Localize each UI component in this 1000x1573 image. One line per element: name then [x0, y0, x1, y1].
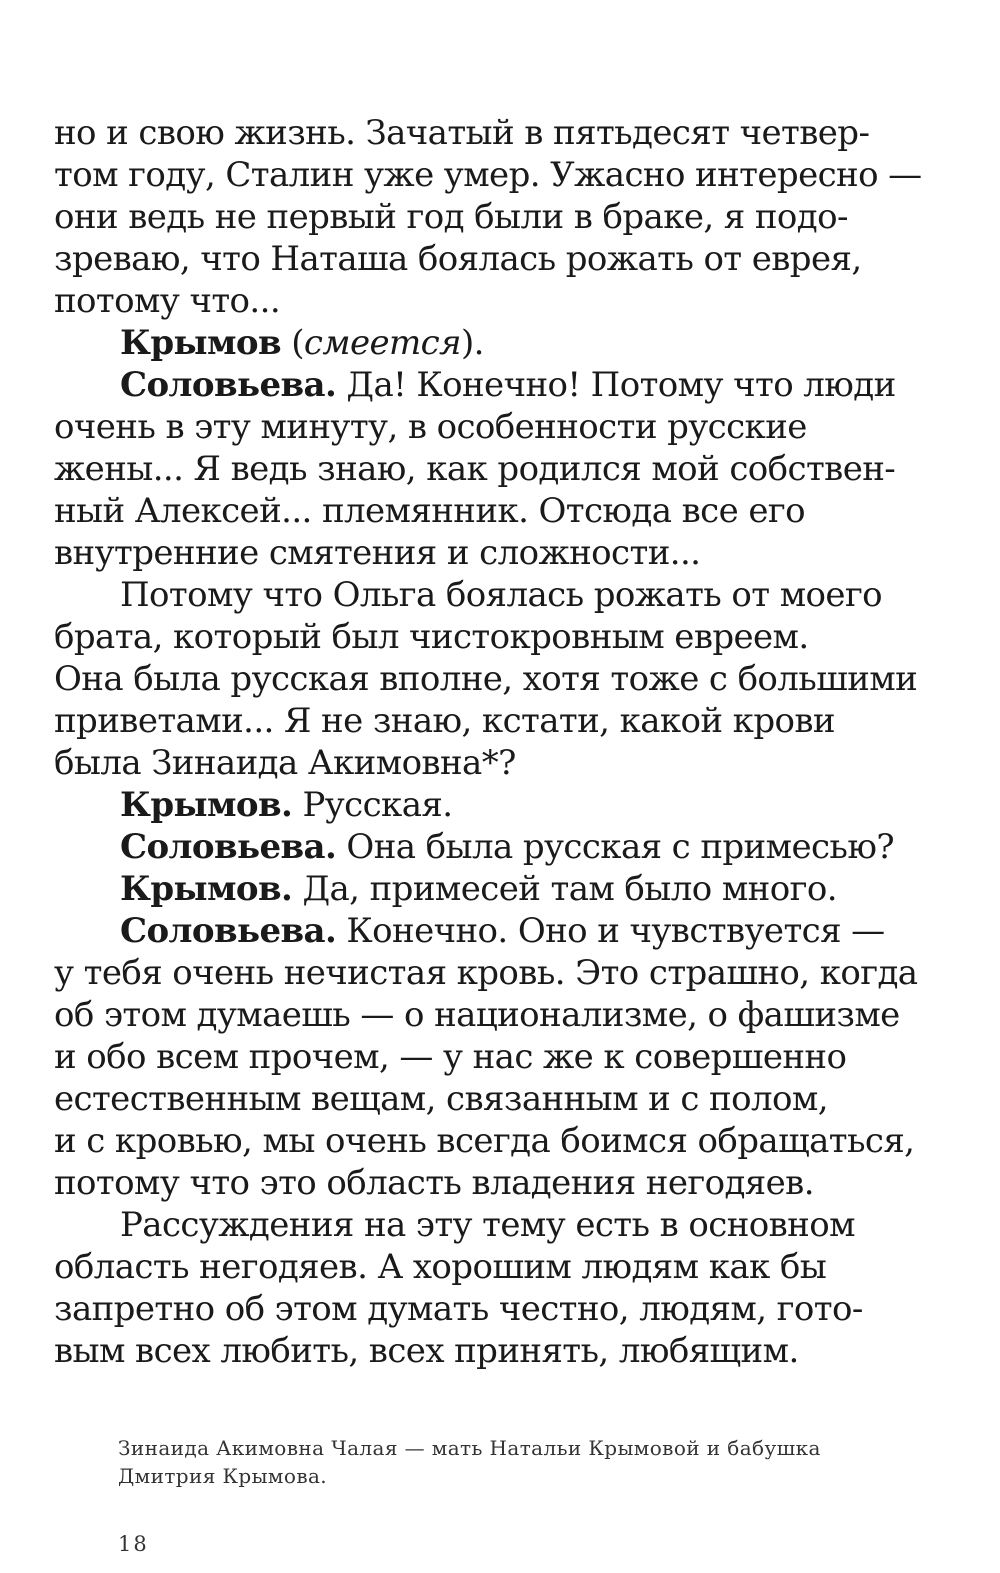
text-line: у тебя очень нечистая кровь. Это страшно, когда	[54, 953, 918, 993]
text-line: очень в эту минуту, в особенности русские	[54, 407, 807, 447]
text-line: брата, который был чистокровным евреем.	[54, 617, 809, 657]
dialogue-line	[54, 826, 894, 868]
main-text	[54, 112, 922, 1372]
text-line: внутренние смятения и сложности...	[54, 533, 701, 573]
dialogue-line	[54, 364, 896, 406]
dialogue-line	[54, 910, 884, 952]
dialogue-line	[54, 784, 884, 826]
speaker-name: Соловьева.	[120, 827, 337, 867]
text-line: об этом думаешь — о национализме, о фашизме	[54, 995, 900, 1035]
speaker-name: Соловьева.	[120, 911, 337, 951]
dialogue-text: Да, примесей там было много.	[292, 869, 837, 909]
text-line: запретно об этом думать честно, людям, гото-	[54, 1289, 863, 1329]
footnote	[118, 1434, 878, 1490]
speaker-name: Крымов	[120, 323, 282, 363]
text-line: Она была русская вполне, хотя тоже с большими	[54, 659, 918, 699]
text-line: и обо всем прочем, — у нас же к совершенно	[54, 1037, 847, 1077]
speaker-name: Крымов.	[120, 869, 293, 909]
dialogue-text: Да! Конечно! Потому что люди	[336, 365, 896, 405]
text-line: зреваю, что Наташа боялась рожать от еврея,	[54, 239, 862, 279]
text-line: Потому что Ольга боялась рожать от моего	[120, 575, 883, 615]
text-line: жены... Я ведь знаю, как родился мой собствен-	[54, 449, 896, 489]
page-number: 18	[118, 1532, 149, 1556]
text-line: вым всех любить, всех принять, любящим.	[54, 1331, 799, 1371]
dialogue-line	[54, 322, 884, 364]
text-line: они ведь не первый год были в браке, я подо-	[54, 197, 848, 237]
text-line: потому что это область владения негодяев.	[54, 1163, 814, 1203]
text-line: область негодяев. А хорошим людям как бы	[54, 1247, 827, 1287]
text-line: том году, Сталин уже умер. Ужасно интересно —	[54, 155, 922, 195]
text-line: естественным вещам, связанным и с полом,	[54, 1079, 828, 1119]
speaker-name: Крымов.	[120, 785, 293, 825]
text-line: потому что...	[54, 281, 281, 321]
footnote-line: Зинаида Акимовна Чалая — мать Натальи Крымовой и бабушка	[118, 1436, 821, 1460]
dialogue-line	[54, 868, 884, 910]
punctuation: (	[281, 323, 304, 363]
text-line: была Зинаида Акимовна*?	[54, 743, 516, 783]
text-line: ный Алексей... племянник. Отсюда все его	[54, 491, 805, 531]
text-line: и с кровью, мы очень всегда боимся обращаться,	[54, 1121, 915, 1161]
dialogue-text: Она была русская с примесью?	[336, 827, 894, 867]
dialogue-text: Конечно. Оно и чувствуется —	[336, 911, 885, 951]
text-line: приветами... Я не знаю, кстати, какой крови	[54, 701, 835, 741]
text-line: Рассуждения на эту тему есть в основном	[120, 1205, 855, 1245]
text-line: но и свою жизнь. Зачатый в пятьдесят четвер-	[54, 113, 870, 153]
dialogue-text: Русская.	[292, 785, 453, 825]
footnote-line: Дмитрия Крымова.	[118, 1464, 328, 1488]
stage-direction: смеется	[303, 323, 461, 363]
speaker-name: Соловьева.	[120, 365, 337, 405]
punctuation: ).	[460, 323, 484, 363]
